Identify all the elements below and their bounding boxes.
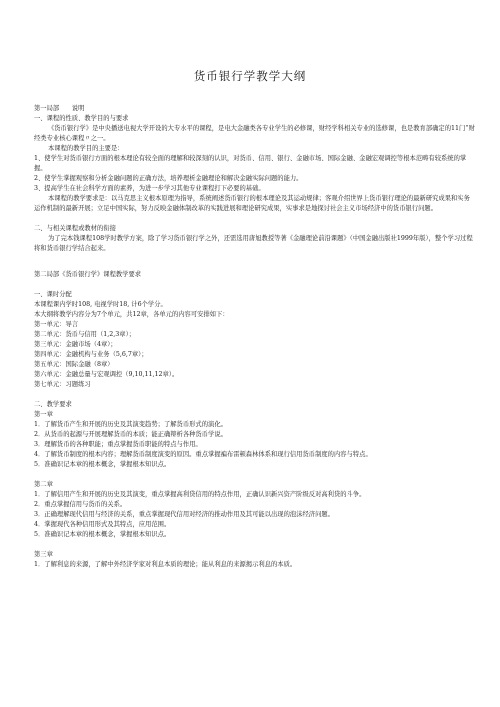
chapter-2-item-3: 3．正确理解现代信用与经济的关系，重点掌握现代信用对经济的推动作用及其可能以出现的泡沫经济问题。: [34, 511, 334, 518]
part1-goal-2: 2、使学生掌握观察和分析金融问题的正确方法，培养理析金融理论和解决金融实际问题的能力。: [34, 175, 303, 182]
chapter-2-item-4: 4．掌握现代各种信用形式及其特点，应用范围。: [34, 521, 171, 528]
unit-4: 第四单元：金融机构与业务（5,6,7章）；: [34, 351, 148, 358]
part1-goal-3: 3、提高学生在社会科学方面的素养，为进一步学习其他专业课程打下必要的基础。: [34, 185, 265, 192]
chapter-1-item-5: 5．准确识记本章的根本概念，掌握根本知识点。: [34, 461, 171, 468]
chapter-1-item-3: 3．理解货币的各种职能；重点掌握货币职能的特点与作用。: [34, 441, 202, 448]
part2-heading: 第二局部《货币银行学》课程教学要求: [34, 271, 142, 278]
unit-1: 第一单元：导言: [34, 321, 79, 328]
part2-sec1-heading: 一、课时分配: [34, 291, 72, 298]
chapter-1-heading: 第一章: [34, 411, 53, 418]
part1-goal-1: 1、使学生对货币银行方面的根本理论有较全面的理解和较深刻的认识，对货币、信用、银行、金融市场、国际金融、金融宏观调控等根本范畴有较系统的掌握。: [34, 155, 467, 172]
document-title: 货币银行学教学大纲: [193, 69, 307, 83]
unit-6: 第六单元：金融总量与宏观调控（9,10,11,12章）。: [34, 371, 179, 378]
chapter-3-item-1: 1．了解利息的来源，了解中外经济学家对利息本质的理论；能从利息的来源揭示利息的本质。: [34, 561, 297, 568]
chapter-2-item-5: 5．准确识记本章的根本概念，掌握根本知识点。: [34, 531, 171, 538]
chapter-1-item-4: 4．了解货币制度的根本内容；理解货币制度演变的原因。重点掌握褊布雷顿森林体系和现行信用货币制度的内容与特点。: [34, 451, 372, 458]
chapter-3-heading: 第三章: [34, 551, 53, 558]
unit-5: 第五单元：国际金融（8章）: [34, 361, 114, 368]
chapter-1-item-1: 1．了解货币产生和开展的历史及其演变趋势；了解货币形式的演化。: [34, 421, 227, 428]
part1-goals-intro: 本课程的教学目的主要是：: [48, 145, 124, 152]
hours-line: 本课程课内学时108, 电视学时18, 计6个学分。: [34, 301, 167, 308]
unit-3: 第三单元：金融市场（4章）；: [34, 341, 117, 348]
part1-sec1-para2: 本课程的教学要求是：以马克思主义根本原理为指导，系统阐述货币银行的根本理论及其运动规律；客观介绍世界上货币银行理论的最新研究成果和实务运作机制的最新开展；立足中国实际，努力反映金融体制改革的实践进展和理论研究成果，实事求是地探讨社会主义市场经济中的货币银行问题。: [34, 195, 470, 212]
part1-sec1-heading: 一、课程的性质、教学目的与要求: [34, 115, 129, 122]
part1-sec2-para: 为了完本钱课程108学时教学方案，除了学习货币银行学之外，还需选用唐旭教授等著《金融理论前沿课题》（中国金融出版社1999年版），整个学习过程将和货币银行学结合起来。: [34, 235, 473, 252]
units-intro: 本大纲将教学内容分为7个单元，共12章，各单元的内容可安排如下：: [34, 311, 229, 318]
chapter-2-item-1: 1．了解信用产生和开展的历史及其演变，重点掌握高利贷信用的特点作用，正确认识新兴资产阶级反对高利贷的斗争。: [34, 491, 366, 498]
unit-2: 第二单元：货币与信用（1,2,3章）；: [34, 331, 136, 338]
chapter-2-item-2: 2．重点掌握信用与货币的关系。: [34, 501, 127, 508]
chapter-1-item-2: 2．从货币的起源与开展理解货币的本质；能正确辩析各种货币学说。: [34, 431, 227, 438]
part1-sec1-para1: 《货币银行学》是中央播送电视大学开设的大专水平的课程，是电大金融类各专业学生的必修课，财经学科相关专业的选修课，也是教育部确定的11门“财经类专业核心课程〃之一。: [34, 125, 475, 142]
part1-sec2-heading: 二、与相关课程或教材的衔接: [34, 225, 116, 232]
unit-7: 第七单元：习题练习: [34, 381, 91, 388]
document-body: [34, 104, 476, 570]
part1-heading: 第一局部 说明: [34, 105, 85, 112]
chapter-2-heading: 第二章: [34, 481, 53, 488]
part2-sec2-heading: 二、教学要求: [34, 401, 72, 408]
